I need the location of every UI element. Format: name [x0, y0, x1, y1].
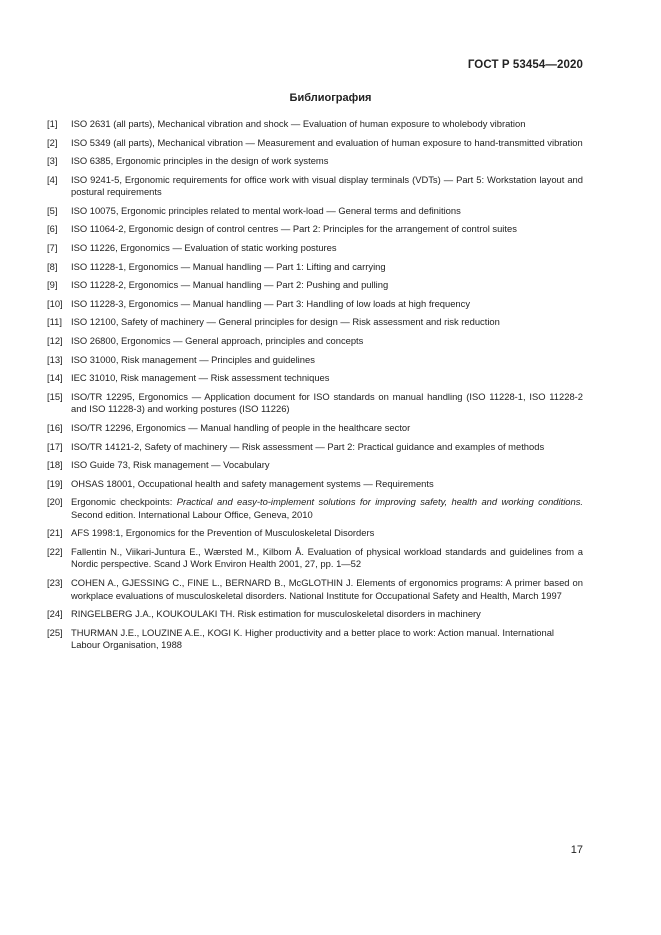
entry-number: [5]	[47, 204, 58, 216]
entry-number: [8]	[47, 260, 58, 272]
bibliography-entry	[47, 577, 583, 602]
entry-number: [6]	[47, 223, 58, 235]
bibliography-entry	[47, 118, 583, 131]
entry-number: [9]	[47, 279, 58, 291]
entry-number: [2]	[47, 136, 58, 148]
bibliography-entry	[47, 441, 583, 454]
entry-text: ISO 31000, Risk management — Principles and guidelines	[71, 353, 315, 365]
bibliography-entry	[47, 335, 583, 348]
entry-number: [22]	[47, 545, 63, 557]
entry-number: [23]	[47, 577, 63, 589]
bibliography-entry	[47, 527, 583, 540]
entry-text: ISO 5349 (all parts), Mechanical vibration — Measurement and evaluation of human exposure to hand-transmitted vibration	[71, 136, 583, 148]
entry-text: ISO 2631 (all parts), Mechanical vibration and shock — Evaluation of human exposure to wholebody vibration	[71, 118, 526, 129]
bibliography-entry	[47, 546, 583, 571]
entry-number: [13]	[47, 353, 63, 365]
entry-text: ISO 11228-1, Ergonomics — Manual handling — Part 1: Lifting and carrying	[71, 260, 386, 272]
entry-text: ISO 11228-2, Ergonomics — Manual handling — Part 2: Pushing and pulling	[71, 279, 389, 291]
bibliography-entry	[47, 298, 583, 311]
entry-text: ISO 9241-5, Ergonomic requirements for office work with visual display terminals (VDTs) — Part 5: Workstation layout and postural requirements	[71, 173, 583, 198]
bibliography-entry	[47, 354, 583, 367]
entry-text: ISO 11064-2, Ergonomic design of control centres — Part 2: Principles for the arrangement of control suites	[71, 223, 517, 235]
entry-text-prefix: Ergonomic checkpoints:	[71, 496, 177, 508]
page-number: 17	[570, 844, 583, 856]
entry-text: ISO/TR 14121-2, Safety of machinery — Risk assessment — Part 2: Practical guidance and examples of methods	[71, 440, 545, 452]
bibliography-entry	[47, 608, 583, 621]
entry-number: [25]	[47, 626, 63, 638]
entry-text: ISO/TR 12296, Ergonomics — Manual handling of people in the healthcare sector	[71, 421, 411, 433]
bibliography-entry	[47, 478, 583, 491]
entry-text: AFS 1998:1, Ergonomics for the Prevention of Musculoskeletal Disorders	[71, 527, 375, 539]
entry-number: [17]	[47, 440, 63, 452]
entry-text-suffix: Second edition. International Labour Office, Geneva, 2010	[71, 508, 313, 520]
entry-text-italic: Practical and easy-to-implement solutions for improving safety, health and working conditions.	[176, 496, 583, 508]
entry-text: COHEN A., GJESSING C., FINE L., BERNARD B., McGLOTHIN J. Elements of ergonomics programs: A primer based on workplace evaluations of musculoskeletal disorders. National Institute for Occupational Safety and Health, March 1997	[71, 577, 583, 601]
entry-number: [20]	[47, 496, 63, 508]
entry-number: [12]	[47, 335, 63, 347]
entry-number: [24]	[47, 608, 63, 620]
entry-number: [14]	[47, 372, 63, 384]
entry-text: Fallentin N., Viikari-Juntura E., Wærsted M., Kilbom Å. Evaluation of physical workload standards and guidelines from a Nordic perspective. Scand J Work Environ Health 2001, 27, pp. 1—52	[71, 545, 583, 570]
entry-text: ISO/TR 12295, Ergonomics — Application document for ISO standards on manual handling (ISO 11228-1, ISO 11228-2 and ISO 11228-3) and working postures (ISO 11226)	[71, 390, 583, 415]
entry-text: THURMAN J.E., LOUZINE A.E., KOGI K. Higher productivity and a better place to work: Action manual. International Labour Organisation, 1988	[71, 626, 555, 651]
bibliography-list	[47, 118, 583, 658]
entry-text: OHSAS 18001, Occupational health and safety management systems — Requirements	[71, 477, 434, 489]
entry-number: [16]	[47, 421, 63, 433]
entry-number: [3]	[47, 155, 58, 167]
bibliography-entry	[47, 155, 583, 168]
bibliography-entry	[47, 316, 583, 329]
entry-text: ISO 10075, Ergonomic principles related to mental work-load — General terms and definitions	[71, 204, 461, 216]
bibliography-entry	[47, 279, 583, 292]
entry-number: [4]	[47, 173, 58, 185]
entry-text: ISO 12100, Safety of machinery — General principles for design — Risk assessment and risk reduction	[71, 316, 500, 328]
entry-text	[71, 496, 583, 521]
entry-number: [1]	[47, 118, 58, 129]
entry-text: ISO 11226, Ergonomics — Evaluation of static working postures	[71, 242, 337, 254]
entry-text: ISO Guide 73, Risk management — Vocabulary	[71, 459, 270, 471]
entry-number: [11]	[47, 316, 62, 328]
page-title: Библиография	[289, 92, 372, 104]
entry-number: [10]	[47, 297, 63, 309]
bibliography-entry	[47, 261, 583, 274]
bibliography-entry	[47, 242, 583, 255]
bibliography-entry	[47, 137, 583, 150]
entry-text: ISO 26800, Ergonomics — General approach, principles and concepts	[71, 335, 364, 347]
bibliography-entry	[47, 422, 583, 435]
entry-text: RINGELBERG J.A., KOUKOULAKI TH. Risk estimation for musculoskeletal disorders in machinery	[71, 608, 481, 620]
bibliography-entry	[47, 372, 583, 385]
bibliography-entry	[47, 496, 583, 521]
bibliography-entry	[47, 174, 583, 199]
entry-text: ISO 11228-3, Ergonomics — Manual handling — Part 3: Handling of low loads at high frequency	[71, 297, 471, 309]
standard-code: ГОСТ Р 53454—2020	[467, 59, 583, 71]
bibliography-entry	[47, 391, 583, 416]
entry-number: [19]	[47, 477, 63, 489]
entry-number: [18]	[47, 459, 63, 471]
bibliography-entry	[47, 459, 583, 472]
bibliography-entry	[47, 205, 583, 218]
entry-number: [15]	[47, 390, 63, 402]
entry-number: [7]	[47, 242, 58, 254]
entry-number: [21]	[47, 527, 63, 539]
entry-text: IEC 31010, Risk management — Risk assessment techniques	[71, 372, 330, 384]
bibliography-entry	[47, 223, 583, 236]
bibliography-entry	[47, 627, 583, 652]
entry-text: ISO 6385, Ergonomic principles in the design of work systems	[71, 155, 329, 167]
